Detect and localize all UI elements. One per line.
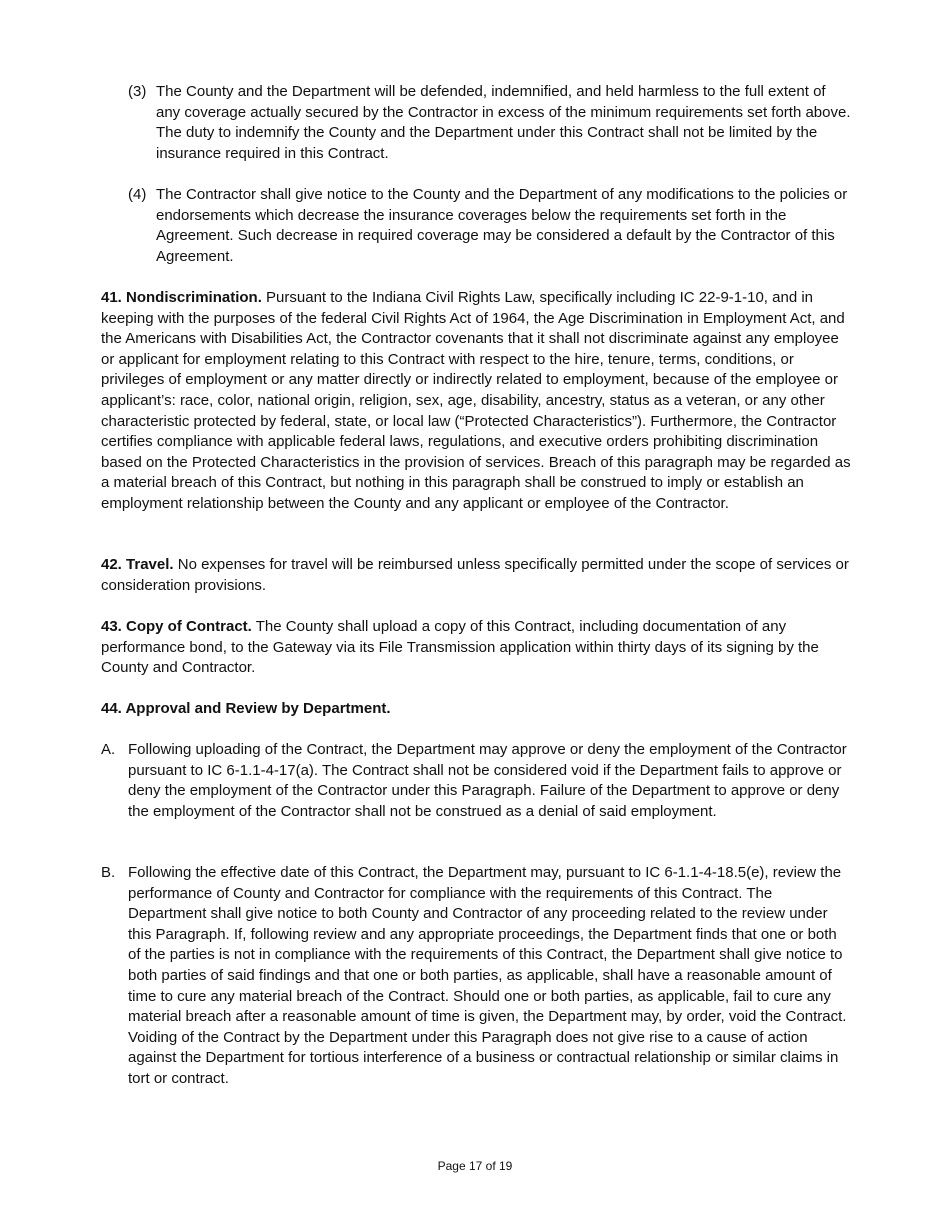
list-item-text: The Contractor shall give notice to the County and the Department of any modifications to the policies or endorsements which decrease the insurance coverages below the requirements set forth in the Agreement. Such decrease in required coverage may be considered a default by the Contractor of this Agreement. bbox=[156, 186, 848, 265]
list-item-number: (4) bbox=[128, 186, 147, 203]
section-42-travel bbox=[101, 555, 853, 596]
section-heading: 43. Copy of Contract. bbox=[101, 618, 252, 635]
section-body: Pursuant to the Indiana Civil Rights Law, specifically including IC 22-9-1-10, and in keeping with the purposes of the federal Civil Rights Act of 1964, the Age Discrimination in Employment Act, and the Americans with Disabilities Act, the Contractor covenants that it shall not discriminate against any employee or applicant for employment relating to this Contract with respect to the hire, tenure, terms, conditions, or privileges of employment or any matter directly or indirectly related to employment, because of the employee or applicant’s: race, color, national origin, religion, sex, age, disability, ancestry, status as a veteran, or any other characteristic protected by federal, state, or local law (“Protected Characteristics”). Furthermore, the Contractor certifies compliance with applicable federal laws, regulations, and executive orders prohibiting discrimination based on the Protected Characteristics in the provision of services. Breach of this paragraph may be regarded as a material breach of this Contract, but nothing in this paragraph shall be construed to imply or establish an employment relationship between the County and any applicant or employee of the Contractor. bbox=[101, 289, 851, 512]
section-44-item-b bbox=[101, 863, 853, 1090]
list-item-text: The County and the Department will be defended, indemnified, and held harmless to the full extent of any coverage actually secured by the Contractor in excess of the minimum requirements set forth above. The duty to indemnify the County and the Department under this Contract shall not be limited by the insurance required in this Contract. bbox=[156, 83, 851, 162]
section-41-nondiscrimination bbox=[101, 288, 853, 515]
section-43-copy-of-contract bbox=[101, 617, 853, 679]
list-item-number: (3) bbox=[128, 83, 147, 100]
list-item-4 bbox=[128, 185, 853, 267]
list-item-letter: A. bbox=[101, 741, 116, 758]
page-number-footer: Page 17 of 19 bbox=[437, 1159, 513, 1173]
list-item-3 bbox=[128, 82, 853, 164]
section-body: The County shall upload a copy of this Contract, including documentation of any performance bond, to the Gateway via its File Transmission application within thirty days of its signing by the County and Contractor. bbox=[101, 618, 819, 677]
list-item-text: Following uploading of the Contract, the Department may approve or deny the employment of the Contractor pursuant to IC 6-1.1-4-17(a). The Contract shall not be considered void if the Department fails to approve or deny the employment of the Contractor under this Paragraph. Failure of the Department to approve or deny the employment of the Contractor shall not be construed as a denial of said employment. bbox=[128, 741, 847, 820]
list-item-text: Following the effective date of this Contract, the Department may, pursuant to IC 6-1.1-4-18.5(e), review the performance of County and Contractor for compliance with the requirements of this Contract. The Department shall give notice to both County and Contractor of any proceeding related to the review under this Paragraph. If, following review and any appropriate proceedings, the Department finds that one or both of the parties is not in compliance with the requirements of this Contract, the Department shall give notice to both parties of said findings and that one or both parties, as applicable, shall have a reasonable amount of time to cure any material breach of the Contract. Should one or both parties, as applicable, fail to cure any material breach after a reasonable amount of time is given, the Department may, by order, void the Contract. Voiding of the Contract by the Department under this Paragraph does not give rise to a cause of action against the Department for tortious interference of a business or contractual relationship or similar claims in tort or contract. bbox=[128, 864, 847, 1087]
section-heading: 42. Travel. bbox=[101, 556, 174, 573]
section-44-approval-and-review bbox=[101, 699, 853, 720]
list-item-letter: B. bbox=[101, 864, 116, 881]
section-body: No expenses for travel will be reimbursed unless specifically permitted under the scope of services or consideration provisions. bbox=[101, 556, 849, 594]
section-heading: 41. Nondiscrimination. bbox=[101, 289, 262, 306]
section-heading: 44. Approval and Review by Department. bbox=[101, 700, 391, 717]
section-44-item-a bbox=[101, 740, 853, 822]
